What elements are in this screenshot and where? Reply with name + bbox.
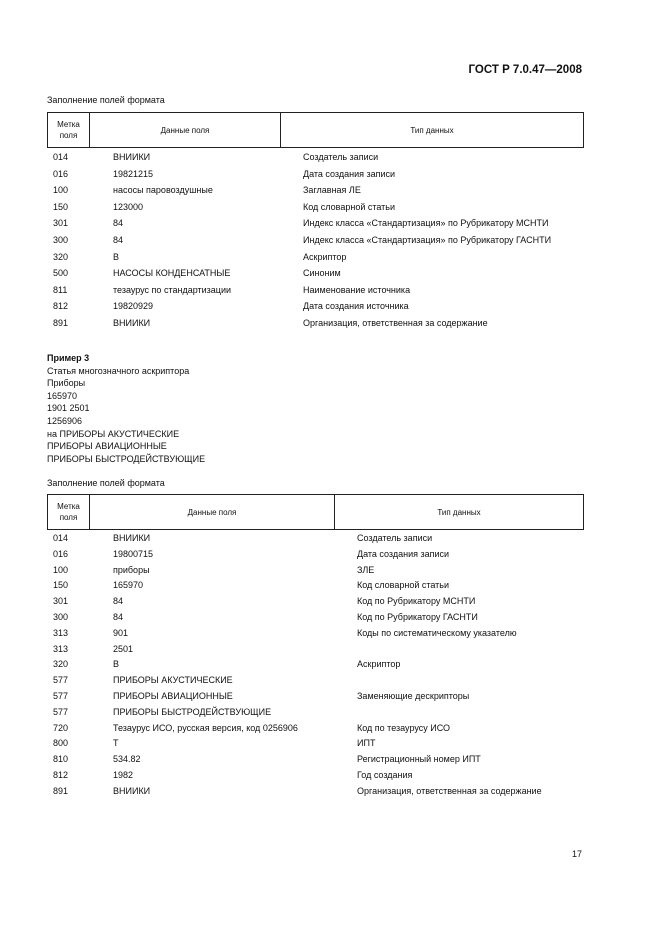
table1-header-tag: Метка поля xyxy=(48,113,90,148)
field-tag: 300 xyxy=(53,234,69,245)
field-data: Т xyxy=(113,738,119,749)
field-data: ВНИИКИ xyxy=(113,317,151,328)
table1-header-data: Данные поля xyxy=(90,113,281,148)
table1-body xyxy=(0,150,661,333)
field-tag: 150 xyxy=(53,201,69,212)
example-line: на ПРИБОРЫ АКУСТИЧЕСКИЕ xyxy=(47,428,180,439)
data-type: Аскриптор xyxy=(357,659,401,670)
table1-header xyxy=(47,112,584,148)
data-type: Регистрационный номер ИПТ xyxy=(357,754,481,765)
table1-caption: Заполнение полей формата xyxy=(47,95,165,105)
data-type: Год создания xyxy=(357,769,413,780)
data-type: Дата создания записи xyxy=(357,548,450,559)
data-type: ИПТ xyxy=(357,738,376,749)
field-data: ПРИБОРЫ АКУСТИЧЕСКИЕ xyxy=(113,675,233,686)
data-type: Код по Рубрикатору МСНТИ xyxy=(357,596,476,607)
table-row xyxy=(0,673,661,689)
example-line: 1256906 xyxy=(47,415,83,426)
field-data: НАСОСЫ КОНДЕНСАТНЫЕ xyxy=(113,268,231,279)
data-type: Код словарной статьи xyxy=(357,580,450,591)
table-row xyxy=(0,578,661,594)
data-type: Дата создания источника xyxy=(303,301,409,312)
field-data: ВНИИКИ xyxy=(113,533,151,543)
standard-designation: ГОСТ Р 7.0.47—2008 xyxy=(468,64,582,76)
table-row xyxy=(0,283,661,300)
example-block xyxy=(47,352,205,465)
field-data: 165970 xyxy=(113,580,144,591)
data-type: Синоним xyxy=(303,268,341,279)
field-data: 84 xyxy=(113,611,124,622)
data-type: Аскриптор xyxy=(303,251,347,262)
data-type: Заглавная ЛЕ xyxy=(303,185,361,196)
field-data: тезаурус по стандартизации xyxy=(113,284,231,295)
table-row xyxy=(0,250,661,267)
field-tag: 301 xyxy=(53,218,69,229)
table-row xyxy=(0,594,661,610)
field-tag: 016 xyxy=(53,548,69,559)
table-row xyxy=(0,736,661,752)
field-tag: 320 xyxy=(53,659,69,670)
field-tag: 577 xyxy=(53,675,69,686)
example-line: 1901 2501 xyxy=(47,403,90,414)
field-data: приборы xyxy=(113,564,150,575)
table-row xyxy=(0,642,661,658)
field-data: В xyxy=(113,251,120,262)
table-row xyxy=(0,721,661,737)
table-row xyxy=(0,657,661,673)
field-tag: 320 xyxy=(53,251,69,262)
data-type: Индекс класса «Стандартизация» по Рубрикатору ГАСНТИ xyxy=(303,234,552,245)
table2-header-data: Данные поля xyxy=(90,495,335,530)
data-type: Код словарной статьи xyxy=(303,201,396,212)
table-row xyxy=(0,316,661,333)
table-row xyxy=(0,768,661,784)
field-tag: 014 xyxy=(53,152,69,162)
field-data: В xyxy=(113,659,120,670)
data-type: Код по Рубрикатору ГАСНТИ xyxy=(357,611,478,622)
data-type: Заменяющие дескрипторы xyxy=(357,690,470,701)
example-line: ПРИБОРЫ АВИАЦИОННЫЕ xyxy=(47,441,167,452)
data-type: Организация, ответственная за содержание xyxy=(357,785,542,796)
field-data: 901 xyxy=(113,627,129,638)
field-data: 1982 xyxy=(113,769,134,780)
table2-header-type: Тип данных xyxy=(335,495,584,530)
field-tag: 016 xyxy=(53,168,69,179)
data-type: Дата создания записи xyxy=(303,168,396,179)
table-row xyxy=(0,150,661,167)
field-tag: 810 xyxy=(53,754,69,765)
example-line: Приборы xyxy=(47,378,86,389)
field-data: Тезаурус ИСО, русская версия, код 0256906 xyxy=(113,722,298,733)
example-line: ПРИБОРЫ БЫСТРОДЕЙСТВУЮЩИЕ xyxy=(47,453,206,464)
field-tag: 313 xyxy=(53,643,69,654)
field-tag: 500 xyxy=(53,268,69,279)
table2-body xyxy=(0,531,661,800)
table-row xyxy=(0,167,661,184)
table2-caption: Заполнение полей формата xyxy=(47,478,165,488)
field-data: 19821215 xyxy=(113,168,154,179)
table-row xyxy=(0,547,661,563)
field-tag: 800 xyxy=(53,738,69,749)
field-tag: 720 xyxy=(53,722,69,733)
field-data: насосы паровоздушные xyxy=(113,185,213,196)
field-data: 19800715 xyxy=(113,548,154,559)
field-tag: 313 xyxy=(53,627,69,638)
table-row xyxy=(0,563,661,579)
field-tag: 150 xyxy=(53,580,69,591)
field-tag: 811 xyxy=(53,284,68,295)
data-type: Код по тезаурусу ИСО xyxy=(357,722,451,733)
field-tag: 100 xyxy=(53,185,69,196)
table-row xyxy=(0,183,661,200)
table-row xyxy=(0,216,661,233)
example-title: Пример 3 xyxy=(47,353,90,363)
table-row xyxy=(0,705,661,721)
field-tag: 577 xyxy=(53,706,69,717)
table-row xyxy=(0,626,661,642)
example-line: Статья многозначного аскриптора xyxy=(47,365,190,376)
data-type: Создатель записи xyxy=(303,152,379,162)
table-row xyxy=(0,784,661,800)
field-data: ПРИБОРЫ АВИАЦИОННЫЕ xyxy=(113,690,233,701)
field-data: ПРИБОРЫ БЫСТРОДЕЙСТВУЮЩИЕ xyxy=(113,706,272,717)
field-data: 123000 xyxy=(113,201,144,212)
data-type: Коды по систематическому указателю xyxy=(357,627,517,638)
field-tag: 891 xyxy=(53,317,69,328)
field-tag: 577 xyxy=(53,690,69,701)
field-tag: 891 xyxy=(53,785,69,796)
data-type: Наименование источника xyxy=(303,284,411,295)
data-type: Создатель записи xyxy=(357,533,433,543)
table-row xyxy=(0,200,661,217)
field-data: ВНИИКИ xyxy=(113,785,151,796)
table2-header xyxy=(47,494,584,530)
table-row xyxy=(0,610,661,626)
data-type: Индекс класса «Стандартизация» по Рубрикатору МСНТИ xyxy=(303,218,549,229)
field-tag: 812 xyxy=(53,301,69,312)
data-type: Организация, ответственная за содержание xyxy=(303,317,488,328)
field-data: 84 xyxy=(113,596,124,607)
example-line: 165970 xyxy=(47,390,78,401)
field-tag: 014 xyxy=(53,533,69,543)
table-row xyxy=(0,689,661,705)
field-tag: 300 xyxy=(53,611,69,622)
field-data: 19820929 xyxy=(113,301,154,312)
field-data: 84 xyxy=(113,218,124,229)
table1-header-type: Тип данных xyxy=(281,113,584,148)
field-data: 84 xyxy=(113,234,124,245)
field-data: ВНИИКИ xyxy=(113,152,151,162)
field-tag: 301 xyxy=(53,596,69,607)
field-data: 534.82 xyxy=(113,754,141,765)
field-tag: 812 xyxy=(53,769,69,780)
table-row xyxy=(0,299,661,316)
page-number: 17 xyxy=(571,849,582,859)
table-row xyxy=(0,233,661,250)
table-row xyxy=(0,531,661,547)
field-data: 2501 xyxy=(113,643,134,654)
data-type: ЗЛЕ xyxy=(357,564,375,575)
table-row xyxy=(0,266,661,283)
table-row xyxy=(0,752,661,768)
table2-header-tag: Метка поля xyxy=(48,495,90,530)
field-tag: 100 xyxy=(53,564,69,575)
